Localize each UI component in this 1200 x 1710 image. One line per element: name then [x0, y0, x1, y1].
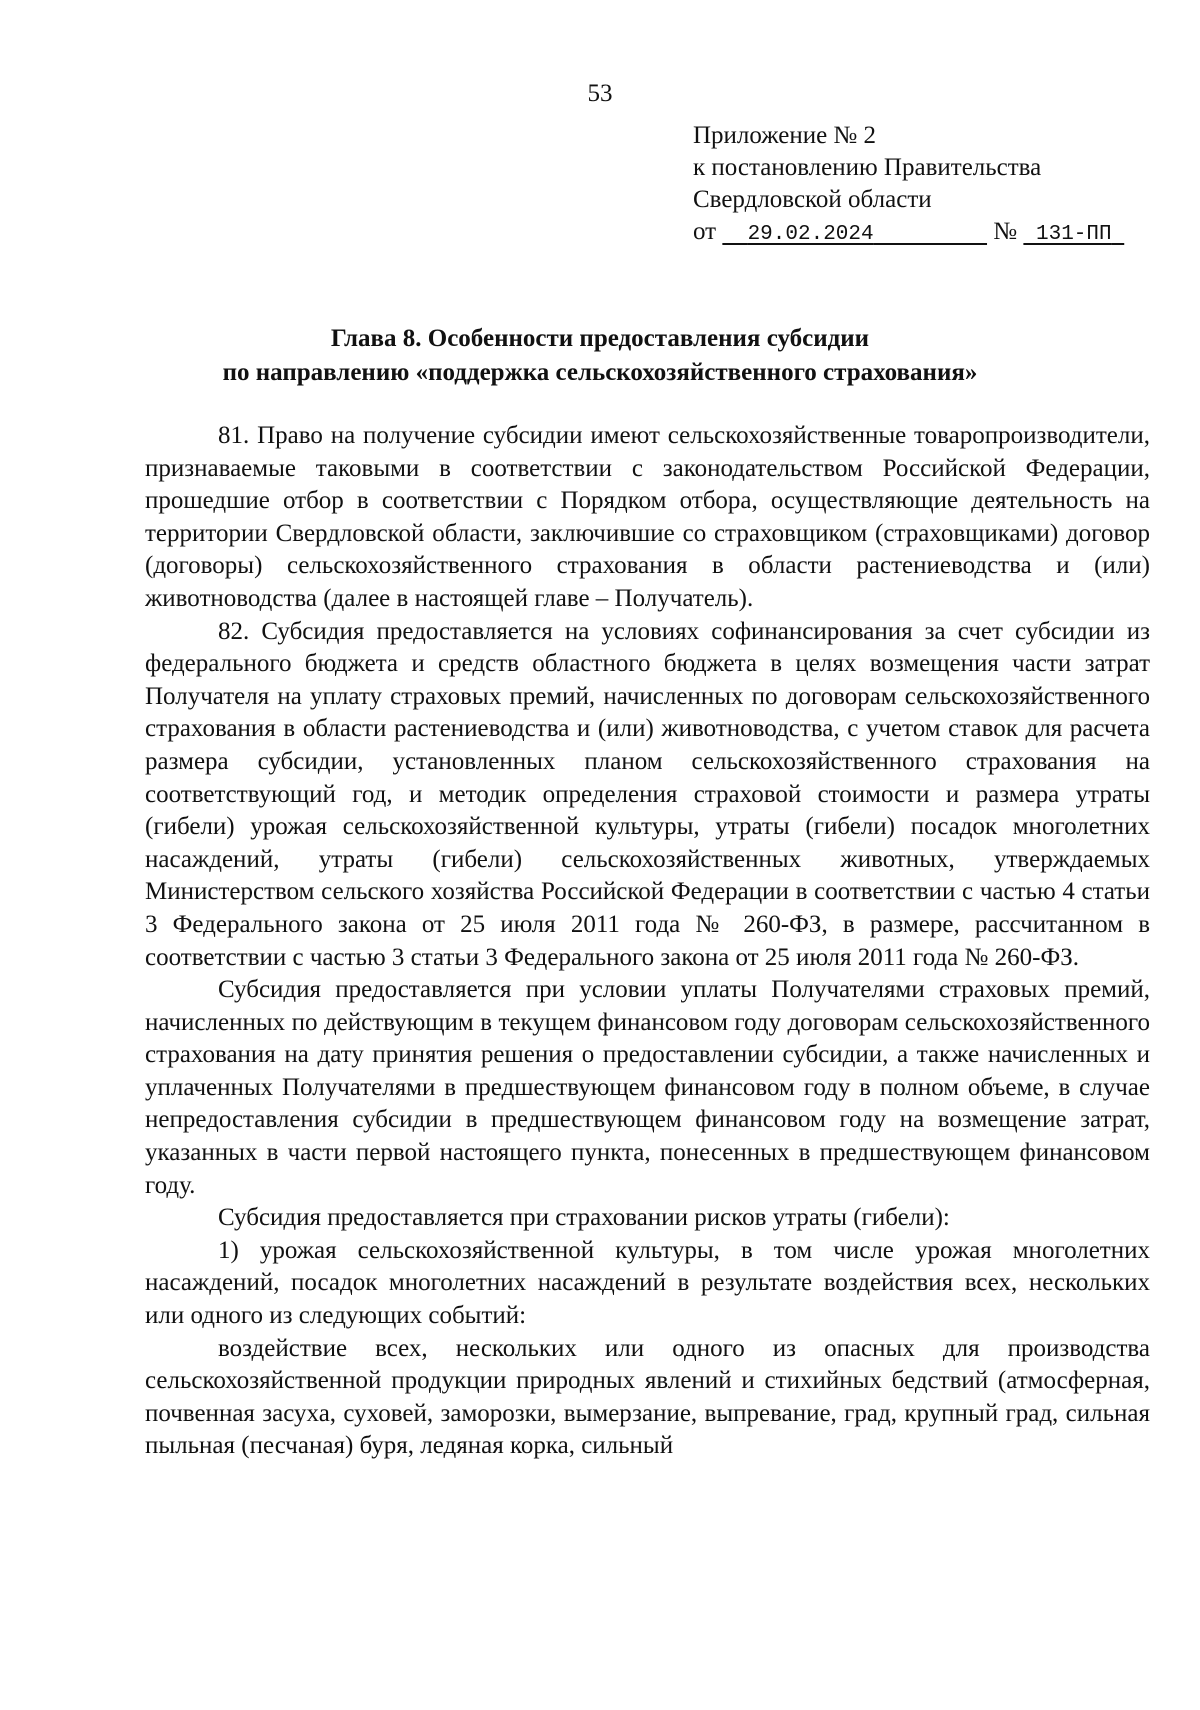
list-item-1-events: воздействие всех, нескольких или одного из опасных для производства сельскохозяйственной продукции природных явлений и стихийных бедствий (атмосферная, почвенная засуха, суховей, заморозки, вымерзание, выпревание, град, крупный град, сильная пыльная (песчаная) буря, ледяная корка, сильный — [145, 1334, 1150, 1460]
appendix-date-number — [693, 216, 1124, 251]
number-value: 131-ПП — [1036, 223, 1112, 246]
date-value-field — [722, 223, 987, 246]
paragraph-82-condition: Субсидия предоставляется при условии уплаты Получателями страховых премий, начисленных по действующим в текущем финансовом году договорам сельскохозяйственного страхования на дату принятия решения о предоставлении субсидии, а также начисленных и уплаченных Получателями в предшествующем финансовом году в полном объеме, в случае непредоставления субсидии в предшествующем финансовом году на возмещение затрат, указанных в части первой настоящего пункта, понесенных в предшествующем финансовом году. — [145, 976, 1150, 1199]
document-body — [145, 420, 1150, 1463]
appendix-header — [693, 120, 1124, 251]
paragraph-82-risks: Субсидия предоставляется при страховании рисков утраты (гибели): — [218, 1204, 950, 1232]
date-prefix: от — [693, 218, 717, 245]
chapter-title — [0, 322, 1200, 390]
appendix-region: Свердловской области — [693, 186, 932, 213]
appendix-title: Приложение № 2 — [693, 122, 877, 149]
date-value: 29.02.2024 — [747, 223, 874, 246]
paragraph-82: 82. Субсидия предоставляется на условиях софинансирования за счет субсидии из федерального бюджета и средств областного бюджета в целях возмещения части затрат Получателя на уплату страховых премий, начисленных по договорам сельскохозяйственного страхования в области растениеводства и (или) животноводства, с учетом ставок для расчета размера субсидии, установленных планом сельскохозяйственного страхования на соответствующий год, и методик определения страховой стоимости и размера утраты (гибели) урожая сельскохозяйственной культуры, утраты (гибели) посадок многолетних насаждений, утраты (гибели) сельскохозяйственных животных, утверждаемых Министерством сельского хозяйства Российской Федерации в соответствии с частью 4 статьи 3 Федерального закона от 25 июля 2011 года № 260-ФЗ, в размере, рассчитанном в соответствии с частью 3 статьи 3 Федерального закона от 25 июля 2011 года № 260-ФЗ. — [145, 617, 1150, 971]
paragraph-81: 81. Право на получение субсидии имеют сельскохозяйственные товаропроизводители, признаваемые таковыми в соответствии с законодательством Российской Федерации, прошедшие отбор в соответствии с Порядком отбора, осуществляющие деятельность на территории Свердловской области, заключившие со страховщиком (страховщиками) договор (договоры) сельскохозяйственного страхования в области растениеводства и (или) животноводства (далее в настоящей главе – Получатель). — [145, 422, 1150, 612]
chapter-title-line-2: по направлению «поддержка сельскохозяйственного страхования» — [222, 359, 978, 386]
list-item-1: 1) урожая сельскохозяйственной культуры, в том числе урожая многолетних насаждений, посадок многолетних насаждений в результате воздействия всех, нескольких или одного из следующих событий: — [145, 1236, 1150, 1330]
chapter-title-line-1: Глава 8. Особенности предоставления субсидии — [330, 325, 870, 352]
number-prefix: № — [993, 218, 1018, 245]
page-number: 53 — [587, 80, 613, 107]
number-value-field — [1023, 223, 1124, 246]
appendix-resolution: к постановлению Правительства — [693, 154, 1042, 181]
